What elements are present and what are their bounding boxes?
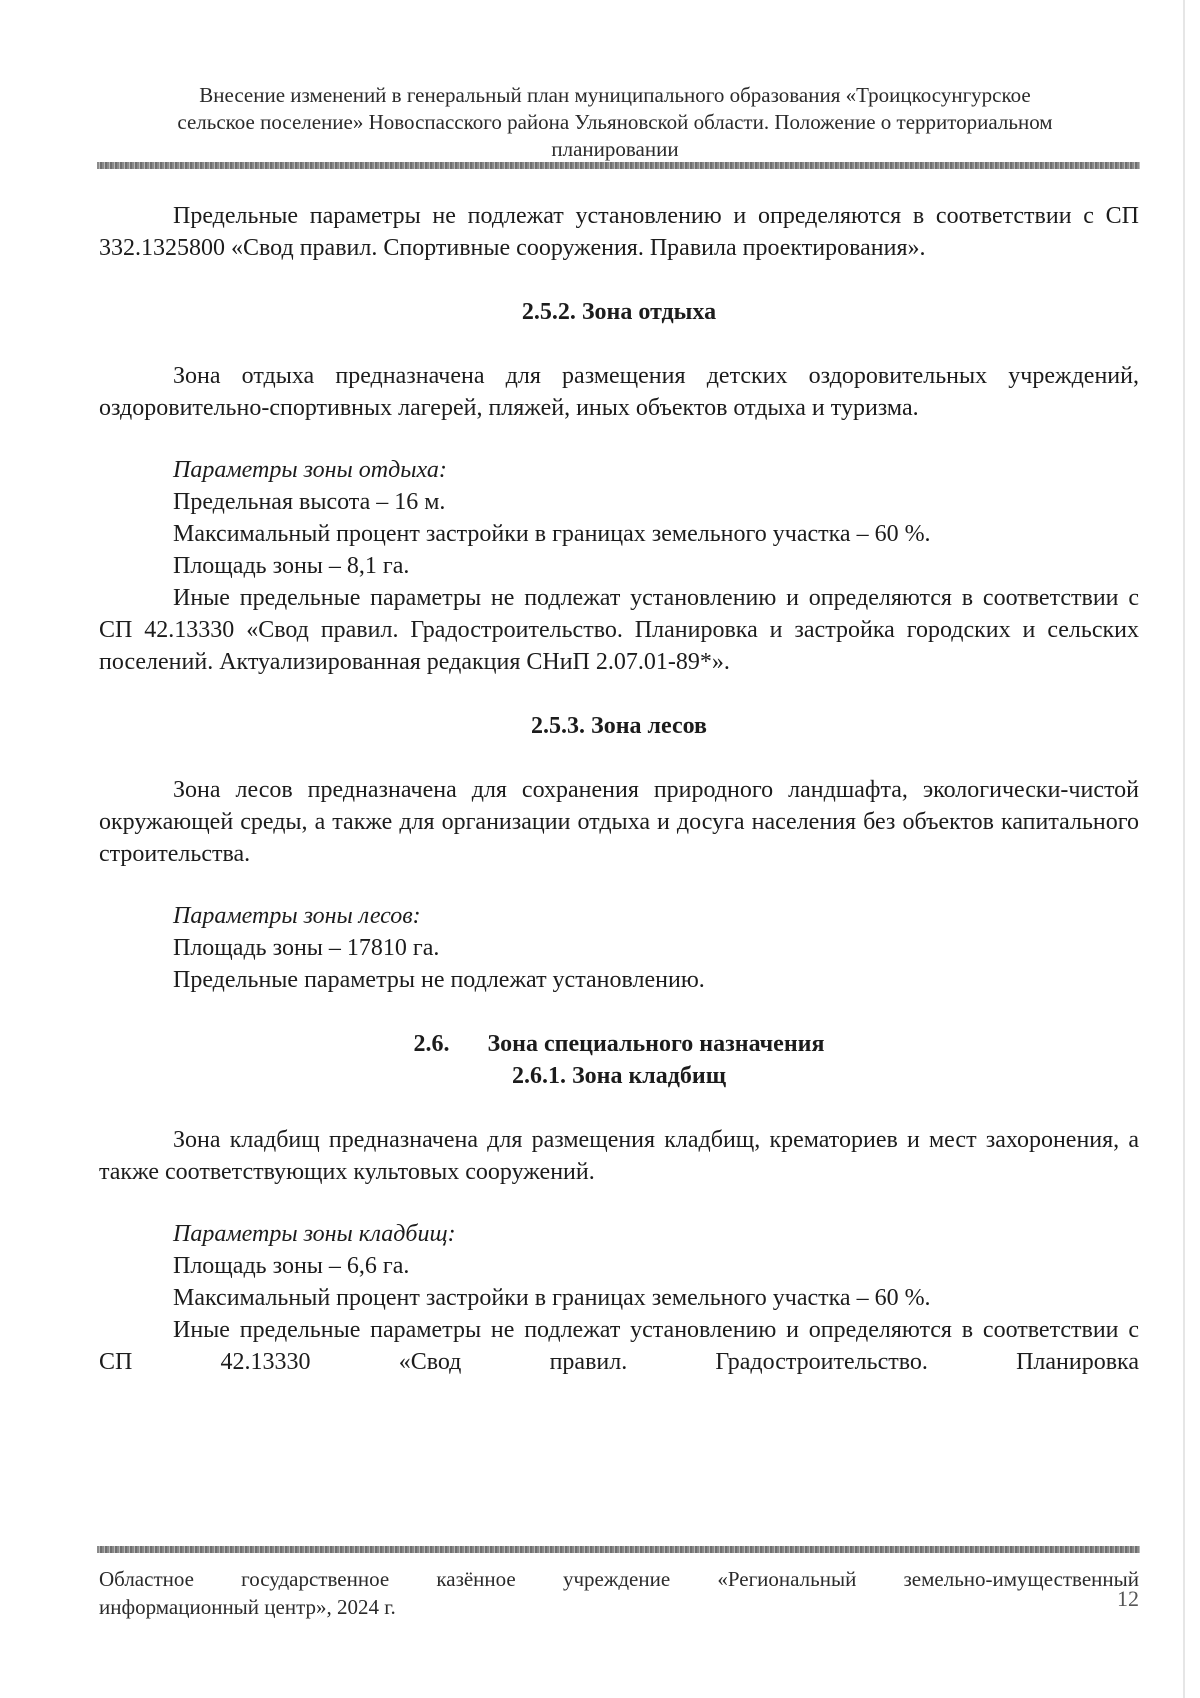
page-body [99, 200, 1139, 1378]
forest-params-title: Параметры зоны лесов: [173, 903, 421, 929]
section-2-5-3-heading: 2.5.3. Зона лесов [531, 713, 707, 739]
cemetery-param-area: Площадь зоны – 6,6 га. [173, 1253, 410, 1279]
forest-param-limits: Предельные параметры не подлежат установлению. [173, 967, 705, 993]
intro-paragraph: Предельные параметры не подлежат установлению и определяются в соответствии с СП 332.1325800 «Свод правил. Спортивные сооружения. Правила проектирования». [99, 203, 1139, 261]
header-line-2: сельское поселение» Новоспасского района Ульяновской области. Положение о территориальном [177, 110, 1053, 134]
page-number: 12 [1117, 1586, 1139, 1611]
footer-line-2: информационный центр», 2024 г. [99, 1595, 396, 1619]
recreation-param-coverage: Максимальный процент застройки в границах земельного участка – 60 %. [173, 521, 931, 547]
cemetery-params-title: Параметры зоны кладбищ: [173, 1221, 456, 1247]
forest-zone-description: Зона лесов предназначена для сохранения природного ландшафта, экологически-чистой окружающей среды, а также для организации отдыха и досуга населения без объектов капитального строительства. [99, 777, 1139, 867]
page-edge-line [1183, 0, 1185, 1698]
section-2-6-number: 2.6. [413, 1031, 450, 1057]
section-2-5-2-heading: 2.5.2. Зона отдыха [521, 299, 717, 325]
running-footer [99, 1565, 1139, 1621]
section-2-6-title: Зона специального назначения [487, 1031, 825, 1057]
section-2-6-1-heading: 2.6.1. Зона кладбищ [511, 1063, 727, 1089]
section-2-6-heading [99, 1028, 1139, 1060]
recreation-other-params: Иные предельные параметры не подлежат установлению и определяются в соответствии с СП 42.13330 «Свод правил. Градостроительство. Планировка и застройка городских и сельских поселений. Актуализированная редакция СНиП 2.07.01-89*». [99, 585, 1139, 675]
footer-line-2-row [99, 1586, 1139, 1621]
header-rule [97, 162, 1140, 169]
footer-line-1: Областное государственное казённое учреждение «Региональный земельно-имущественный [99, 1567, 1139, 1591]
forest-param-area: Площадь зоны – 17810 га. [173, 935, 440, 961]
cemetery-other-params: Иные предельные параметры не подлежат установлению и определяются в соответствии с СП 42.13330 «Свод правил. Градостроительство. Планировка [99, 1317, 1139, 1375]
footer-rule [97, 1546, 1140, 1553]
cemetery-param-coverage: Максимальный процент застройки в границах земельного участка – 60 %. [173, 1285, 931, 1311]
running-header [100, 82, 1130, 163]
header-line-1: Внесение изменений в генеральный план муниципального образования «Троицкосунгурское [199, 83, 1031, 107]
recreation-zone-description: Зона отдыха предназначена для размещения детских оздоровительных учреждений, оздоровительно-спортивных лагерей, пляжей, иных объектов отдыха и туризма. [99, 363, 1139, 421]
recreation-params-title: Параметры зоны отдыха: [173, 457, 447, 483]
header-line-3: планировании [551, 137, 679, 161]
recreation-param-height: Предельная высота – 16 м. [173, 489, 446, 515]
recreation-param-area: Площадь зоны – 8,1 га. [173, 553, 410, 579]
cemetery-zone-description: Зона кладбищ предназначена для размещения кладбищ, крематориев и мест захоронения, а также соответствующих культовых сооружений. [99, 1127, 1139, 1185]
